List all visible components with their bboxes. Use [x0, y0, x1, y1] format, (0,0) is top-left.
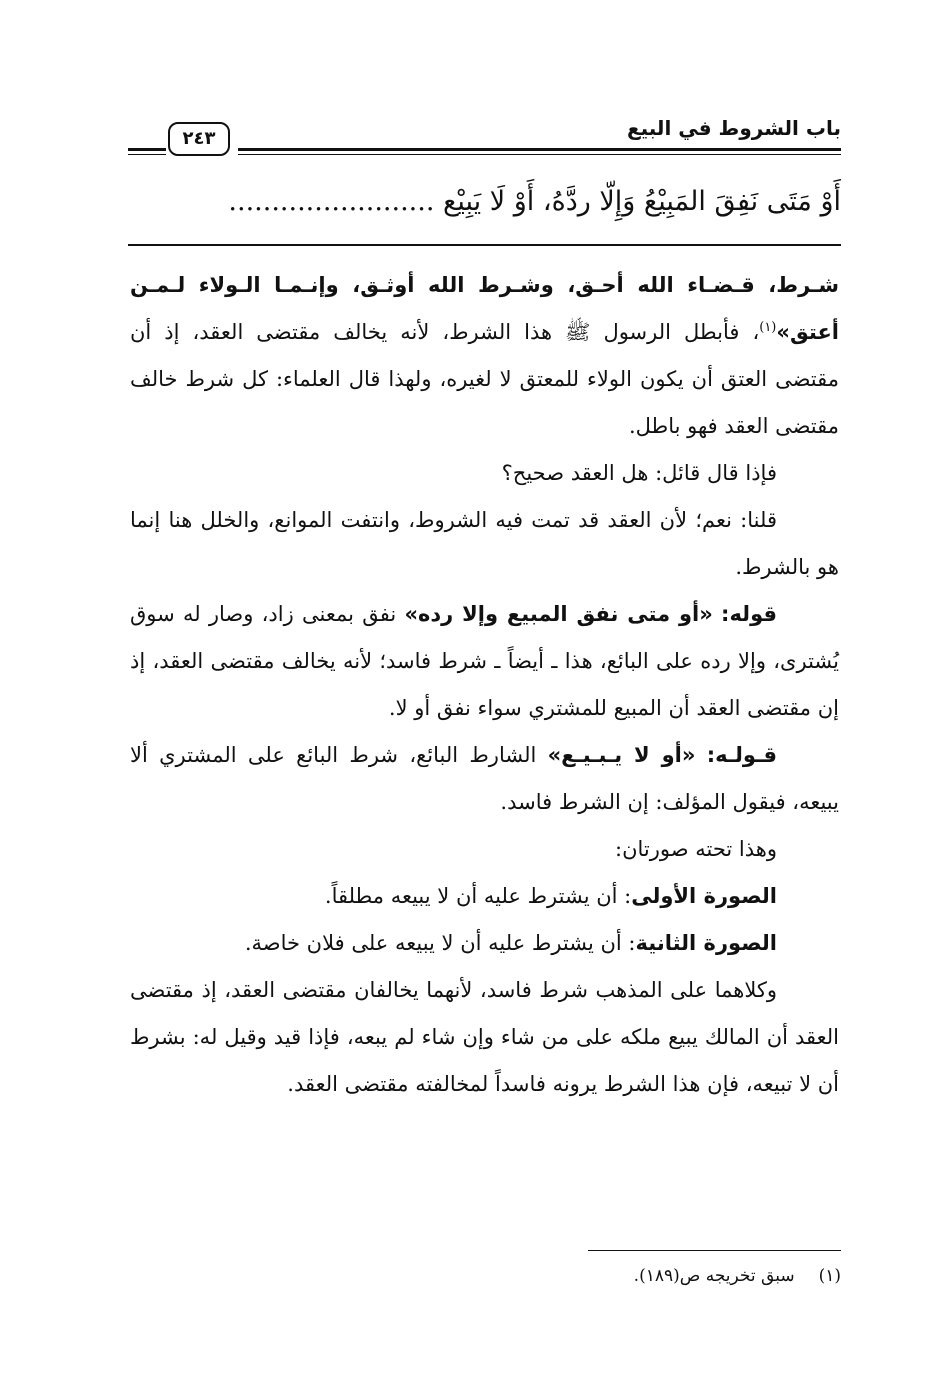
header-rule-left-thin: [128, 154, 166, 155]
case-two-label: الصورة الثانية: [635, 931, 777, 955]
header-rule-thin: [238, 154, 841, 155]
matn-text: أَوْ مَتَى نَفِقَ المَبِيْعُ وَإِلّا ردَّهُ، أَوْ لَا يَبِيْع: [443, 186, 841, 217]
header-rule: [238, 148, 841, 151]
paragraph-3: قلنا: نعم؛ لأن العقد قد تمت فيه الشروط، وانتفت الموانع، والخلل هنا إنما هو بالشرط.: [130, 508, 839, 579]
matn-dots: ........................: [228, 186, 435, 217]
paragraph-1-text: ، فأبطل الرسول ﷺ هذا الشرط، لأنه يخالف مقتضى العقد، إذ أن مقتضى العتق أن يكون الولاء للمعتق لا لغيره، ولهذا قال العلماء: كل شرط خالف مقتضى العقد فهو باطل.: [130, 320, 839, 438]
running-header: [128, 112, 841, 164]
footnote-text: سبق تخريجه ص(١٨٩).: [633, 1266, 795, 1286]
hadith-quote: شـرط، قـضـاء الله أحـق، وشـرط الله أوثـق، وإنـمـا الـولاء لـمـن أعتق»: [130, 273, 839, 344]
footnote: [241, 1262, 841, 1290]
paragraph-7: [130, 873, 839, 920]
paragraph-6: وهذا تحته صورتان:: [615, 837, 777, 861]
qawluhu-label: قـولـه:: [706, 743, 777, 767]
matn-quote: «أو لا يـبـيـع»: [547, 743, 696, 767]
paragraph-4-text: نفق بمعنى زاد، وصار له سوق يُشترى، وإلا رده على البائع، هذا ـ أيضاً ـ شرط فاسد؛ لأنه يخالف مقتضى العقد، إذ إن مقتضى العقد أن المبيع للمشتري سواء نفق أو لا.: [130, 602, 839, 720]
footnote-marker: (١): [818, 1266, 841, 1286]
paragraph-8: [130, 920, 839, 967]
footnote-reference: (١): [759, 320, 777, 335]
paragraph-8-text: : أن يشترط عليه أن لا يبيعه على فلان خاصة.: [244, 931, 636, 955]
case-one-label: الصورة الأولى: [631, 884, 777, 908]
matn-line: [128, 178, 841, 226]
page-number: ٢٤٣: [168, 122, 230, 156]
header-rule-left: [128, 148, 166, 151]
paragraph-5: [130, 732, 839, 826]
commentary-body: [130, 262, 839, 1108]
paragraph-5-text: الشارط البائع، شرط البائع على المشتري ألا يبيعه، فيقول المؤلف: إن الشرط فاسد.: [130, 743, 839, 814]
matn-separator: [128, 244, 841, 246]
matn-quote: «أو متى نفق المبيع وإلا رده»: [404, 602, 713, 626]
paragraph-2: فإذا قال قائل: هل العقد صحيح؟: [501, 461, 777, 485]
paragraph-4: [130, 591, 839, 732]
footnote-separator: [588, 1250, 841, 1251]
paragraph-1: [130, 262, 839, 450]
qawluhu-label: قوله:: [721, 602, 777, 626]
chapter-title: باب الشروط في البيع: [626, 116, 841, 140]
paragraph-7-text: : أن يشترط عليه أن لا يبيعه مطلقاً.: [324, 884, 632, 908]
paragraph-9: وكلاهما على المذهب شرط فاسد، لأنهما يخالفان مقتضى العقد، إذ مقتضى العقد أن المالك يبيع ملكه على من شاء وإن شاء لم يبعه، فإذا قيد وقيل له: بشرط أن لا تبيعه، فإن هذا الشرط يرونه فاسداً لمخالفته مقتضى العقد.: [130, 978, 839, 1096]
